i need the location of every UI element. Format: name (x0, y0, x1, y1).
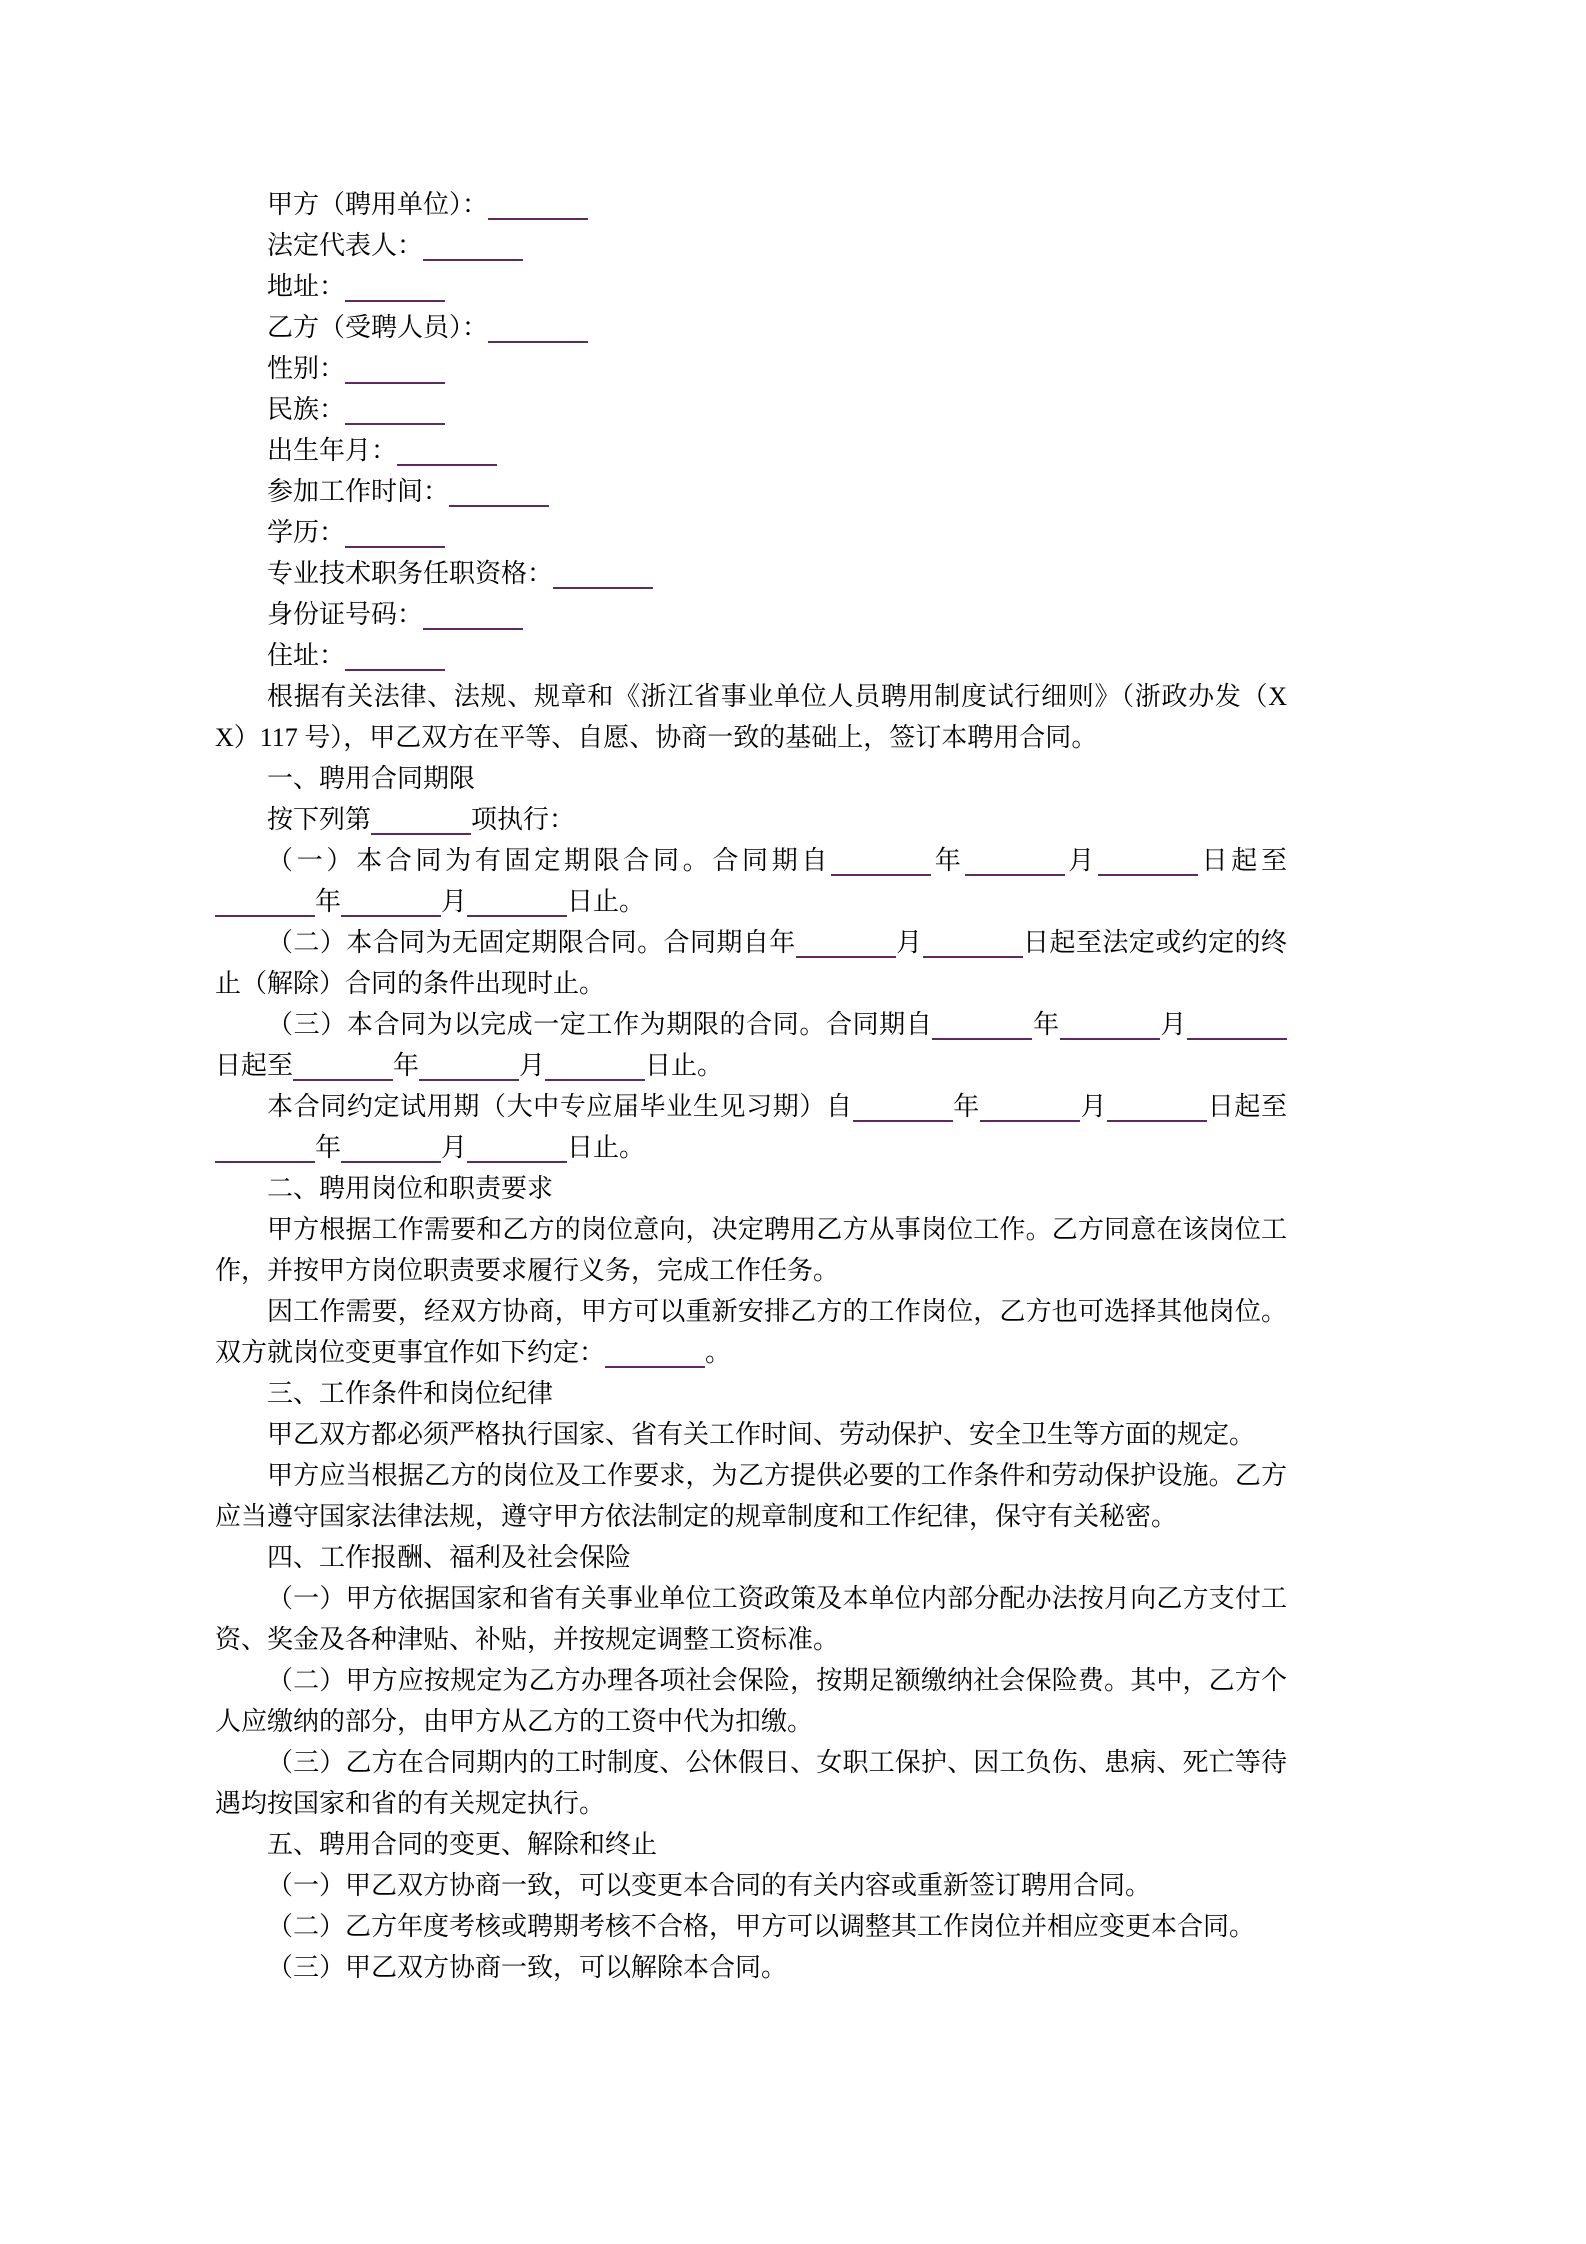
paragraph: （三）本合同为以完成一定工作为期限的合同。合同期自 年 月日起至 年 月 日止。 (215, 1004, 1287, 1086)
blank-field (215, 901, 315, 917)
paragraph: （三）甲乙双方协商一致，可以解除本合同。 (267, 1953, 788, 1982)
paragraph: 参加工作时间： (215, 471, 1287, 512)
blank-field (345, 532, 445, 548)
paragraph: 四、工作报酬、福利及社会保险 (267, 1543, 632, 1572)
paragraph: 甲方根据工作需要和乙方的岗位意向，决定聘用乙方从事岗位工作。乙方同意在该岗位工作，并按甲方岗位职责要求履行义务，完成工作任务。 (215, 1215, 1287, 1285)
blank-field (1098, 860, 1198, 876)
paragraph: （一）本合同为有固定期限合同。合同期自 年 月 日起至年 月 日止。 (215, 840, 1287, 922)
blank-field (449, 491, 549, 507)
blank-field (419, 1065, 519, 1081)
paragraph: 本合同约定试用期（大中专应届毕业生见习期）自 年 月 日起至年 月 日止。 (215, 1086, 1287, 1168)
blank-field (545, 1065, 645, 1081)
blank-field (831, 860, 931, 876)
paragraph: （二）乙方年度考核或聘期考核不合格，甲方可以调整其工作岗位并相应变更本合同。 (267, 1912, 1256, 1941)
blank-field (341, 1147, 441, 1163)
blank-field (1107, 1106, 1207, 1122)
blank-field (293, 1065, 393, 1081)
blank-field (345, 368, 445, 384)
paragraph: 民族： (215, 389, 1287, 430)
blank-field (796, 942, 896, 958)
paragraph: 按下列第 项执行： (267, 805, 576, 834)
paragraph: （二）本合同为无固定期限合同。合同期自年 月 日起至法定或约定的终止（解除）合同的条件出现时止。 (215, 928, 1287, 998)
paragraph: 因工作需要，经双方协商，甲方可以重新安排乙方的工作岗位，乙方也可选择其他岗位。双方就岗位变更事宜作如下约定： 。 (215, 1297, 1287, 1367)
blank-field (980, 1106, 1080, 1122)
paragraph: 甲方应当根据乙方的岗位及工作要求，为乙方提供必要的工作条件和劳动保护设施。乙方应当遵守国家法律法规，遵守甲方依法制定的规章制度和工作纪律，保守有关秘密。 (215, 1461, 1287, 1531)
paragraph: 甲乙双方都必须严格执行国家、省有关工作时间、劳动保护、安全卫生等方面的规定。 (267, 1420, 1256, 1449)
paragraph: 五、聘用合同的变更、解除和终止 (267, 1830, 658, 1859)
blank-field (1187, 1024, 1287, 1040)
paragraph: 法定代表人： (215, 225, 1287, 266)
paragraph: 地址： (215, 266, 1287, 307)
blank-field (853, 1106, 953, 1122)
blank-field (423, 245, 523, 261)
paragraph: 性别： (215, 348, 1287, 389)
paragraph: 二、聘用岗位和职责要求 (267, 1174, 554, 1203)
blank-field (423, 614, 523, 630)
blank-field (488, 327, 588, 343)
blank-field (965, 860, 1065, 876)
paragraph: 乙方（受聘人员）： (215, 307, 1287, 348)
blank-field (467, 1147, 567, 1163)
blank-field (1060, 1024, 1160, 1040)
blank-field (345, 286, 445, 302)
paragraph: 出生年月： (215, 430, 1287, 471)
paragraph: （一）甲方依据国家和省有关事业单位工资政策及本单位内部分配办法按月向乙方支付工资、奖金及各种津贴、补贴，并按规定调整工资标准。 (215, 1584, 1287, 1654)
contract-body (215, 184, 1287, 1988)
paragraph: 三、工作条件和岗位纪律 (267, 1379, 554, 1408)
paragraph: （三）乙方在合同期内的工时制度、公休假日、女职工保护、因工负伤、患病、死亡等待遇均按国家和省的有关规定执行。 (215, 1748, 1287, 1818)
blank-field (923, 942, 1023, 958)
blank-field (371, 819, 471, 835)
paragraph: （一）甲乙双方协商一致，可以变更本合同的有关内容或重新签订聘用合同。 (267, 1871, 1152, 1900)
blank-field (345, 655, 445, 671)
blank-field (397, 450, 497, 466)
paragraph: 身份证号码： (215, 594, 1287, 635)
blank-field (215, 1147, 315, 1163)
paragraph: 专业技术职务任职资格： (215, 553, 1287, 594)
paragraph: 住址： (215, 635, 1287, 676)
paragraph: 一、聘用合同期限 (267, 764, 476, 793)
paragraph: （二）甲方应按规定为乙方办理各项社会保险，按期足额缴纳社会保险费。其中，乙方个人应缴纳的部分，由甲方从乙方的工资中代为扣缴。 (215, 1666, 1287, 1736)
blank-field (467, 901, 567, 917)
paragraph: 甲方（聘用单位）： (215, 184, 1287, 225)
blank-field (605, 1352, 705, 1368)
paragraph: 根据有关法律、法规、规章和《浙江省事业单位人员聘用制度试行细则》（浙政办发（XX）117 号），甲乙双方在平等、自愿、协商一致的基础上，签订本聘用合同。 (215, 682, 1287, 752)
blank-field (345, 409, 445, 425)
blank-field (341, 901, 441, 917)
blank-field (488, 204, 588, 220)
blank-field (553, 573, 653, 589)
paragraph: 学历： (215, 512, 1287, 553)
blank-field (932, 1024, 1032, 1040)
